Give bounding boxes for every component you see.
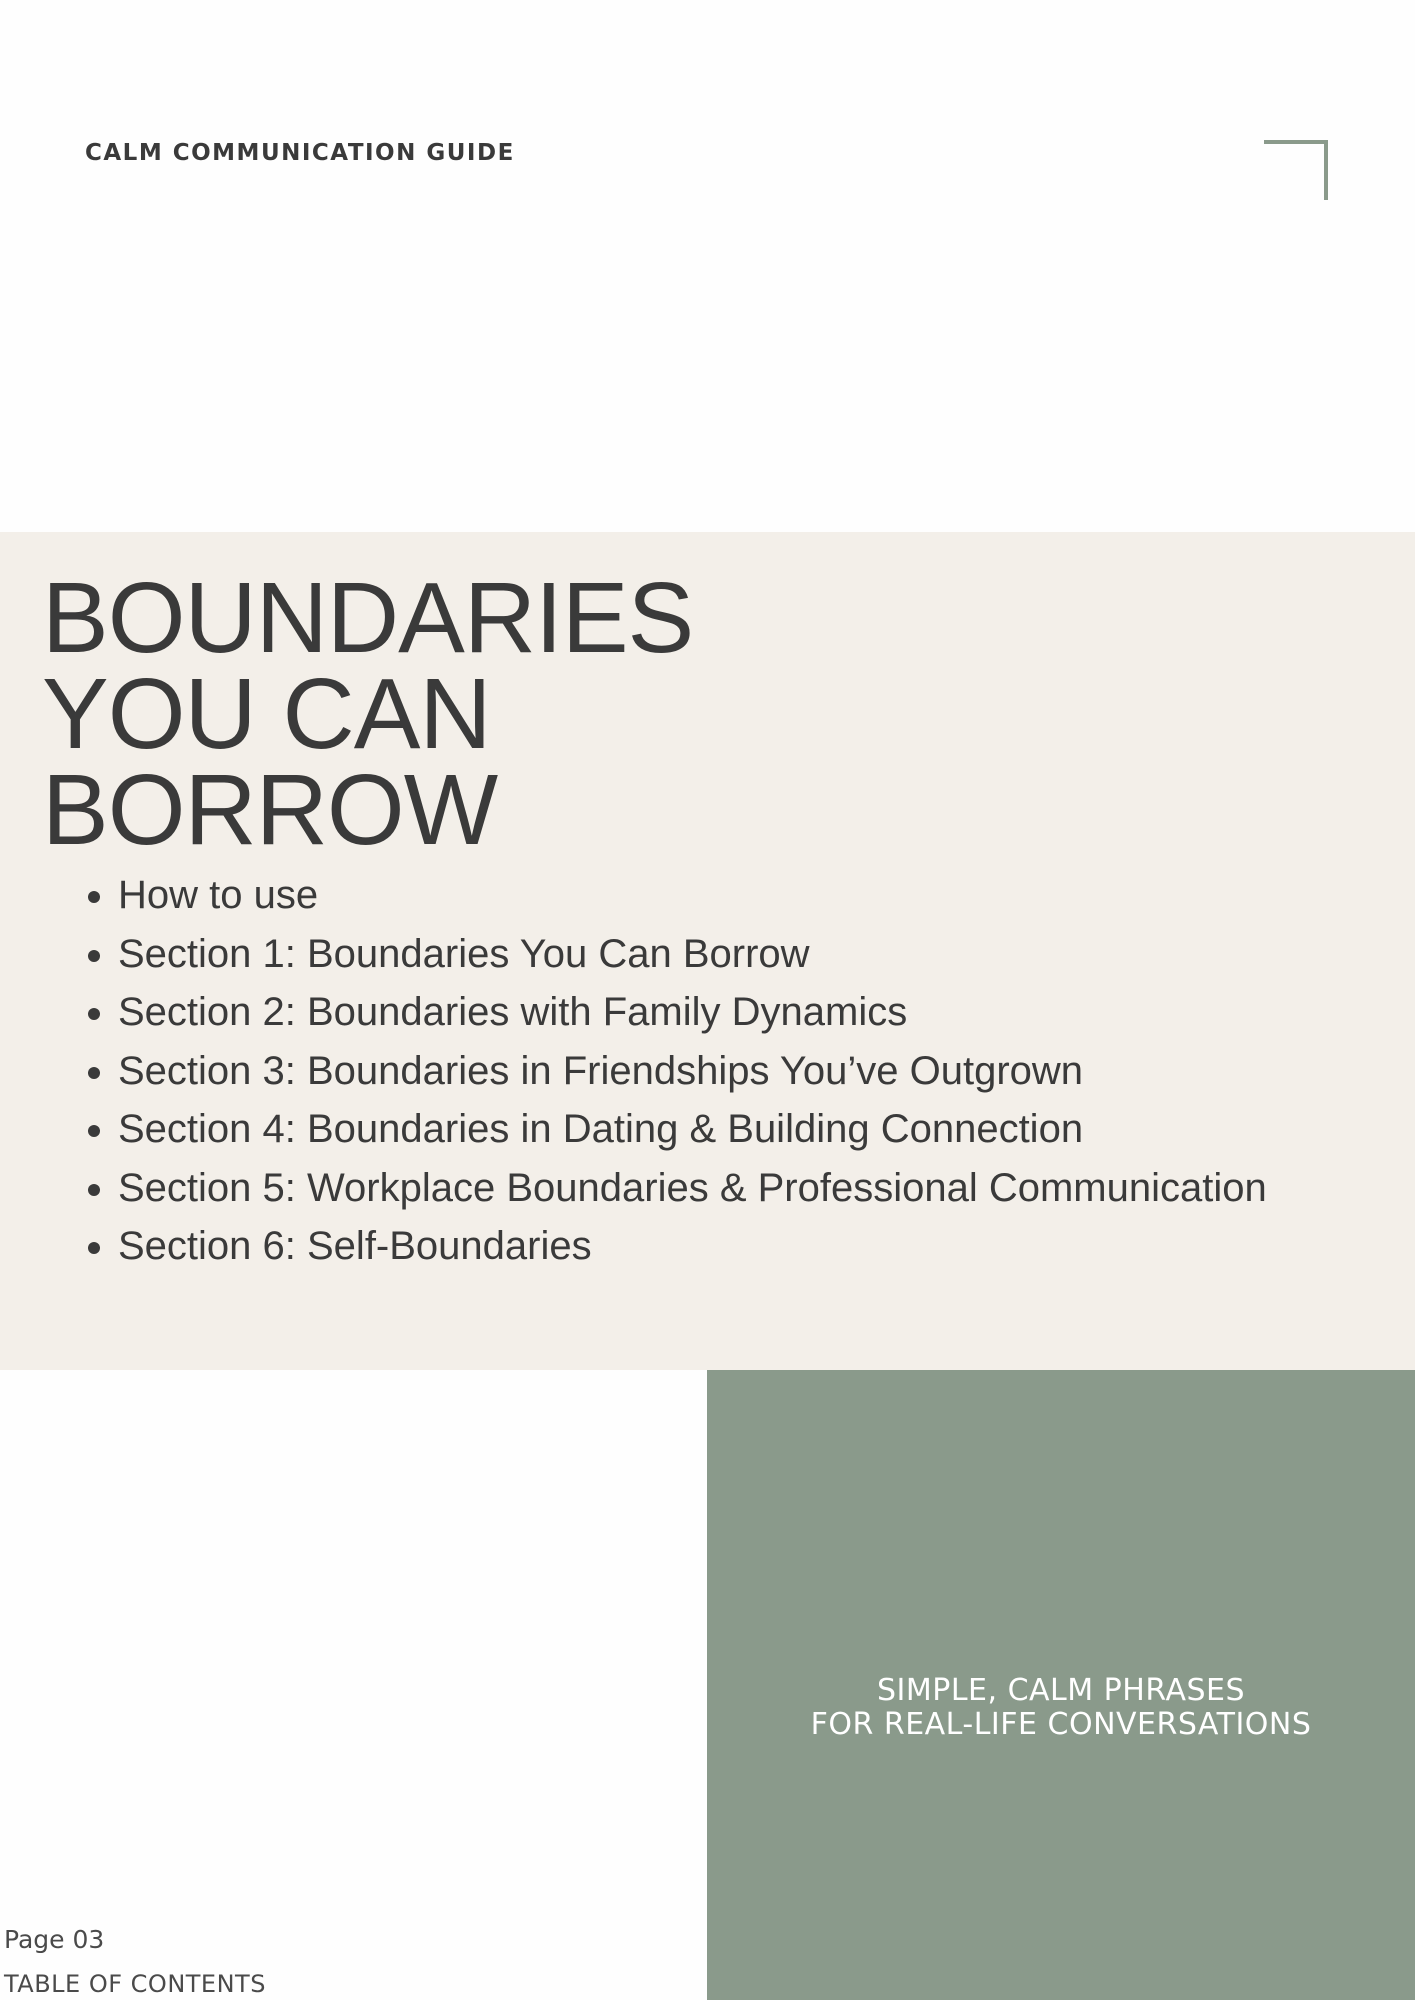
toc-item-section-2[interactable]: • Section 2: Boundaries with Family Dynamics <box>118 983 1267 1042</box>
page-number: Page 03 <box>4 1925 105 1954</box>
page-title-line: BORROW <box>42 754 498 866</box>
page-title <box>42 562 694 866</box>
table-of-contents-list <box>70 866 1267 1276</box>
toc-item-section-5[interactable]: • Section 5: Workplace Boundaries & Professional Communication <box>118 1159 1267 1218</box>
callout-line: FOR REAL-LIFE CONVERSATIONS <box>810 1707 1312 1742</box>
page-title-line: BOUNDARIES <box>42 562 694 674</box>
toc-item-how-to-use[interactable]: • How to use <box>118 866 1267 925</box>
toc-item-section-3[interactable]: • Section 3: Boundaries in Friendships You’ve Outgrown <box>118 1042 1267 1101</box>
corner-bracket-decoration <box>1264 140 1328 200</box>
guide-label: CALM COMMUNICATION GUIDE <box>85 140 515 166</box>
callout-block <box>707 1370 1415 2000</box>
page-title-line: YOU CAN <box>42 658 491 770</box>
toc-item-section-4[interactable]: • Section 4: Boundaries in Dating & Building Connection <box>118 1100 1267 1159</box>
toc-item-section-1[interactable]: • Section 1: Boundaries You Can Borrow <box>118 925 1267 984</box>
callout-caption <box>707 1674 1415 1742</box>
callout-line: SIMPLE, CALM PHRASES <box>876 1673 1246 1708</box>
footer-section-title: TABLE OF CONTENTS <box>4 1970 266 1998</box>
toc-item-section-6[interactable]: • Section 6: Self-Boundaries <box>118 1217 1267 1276</box>
